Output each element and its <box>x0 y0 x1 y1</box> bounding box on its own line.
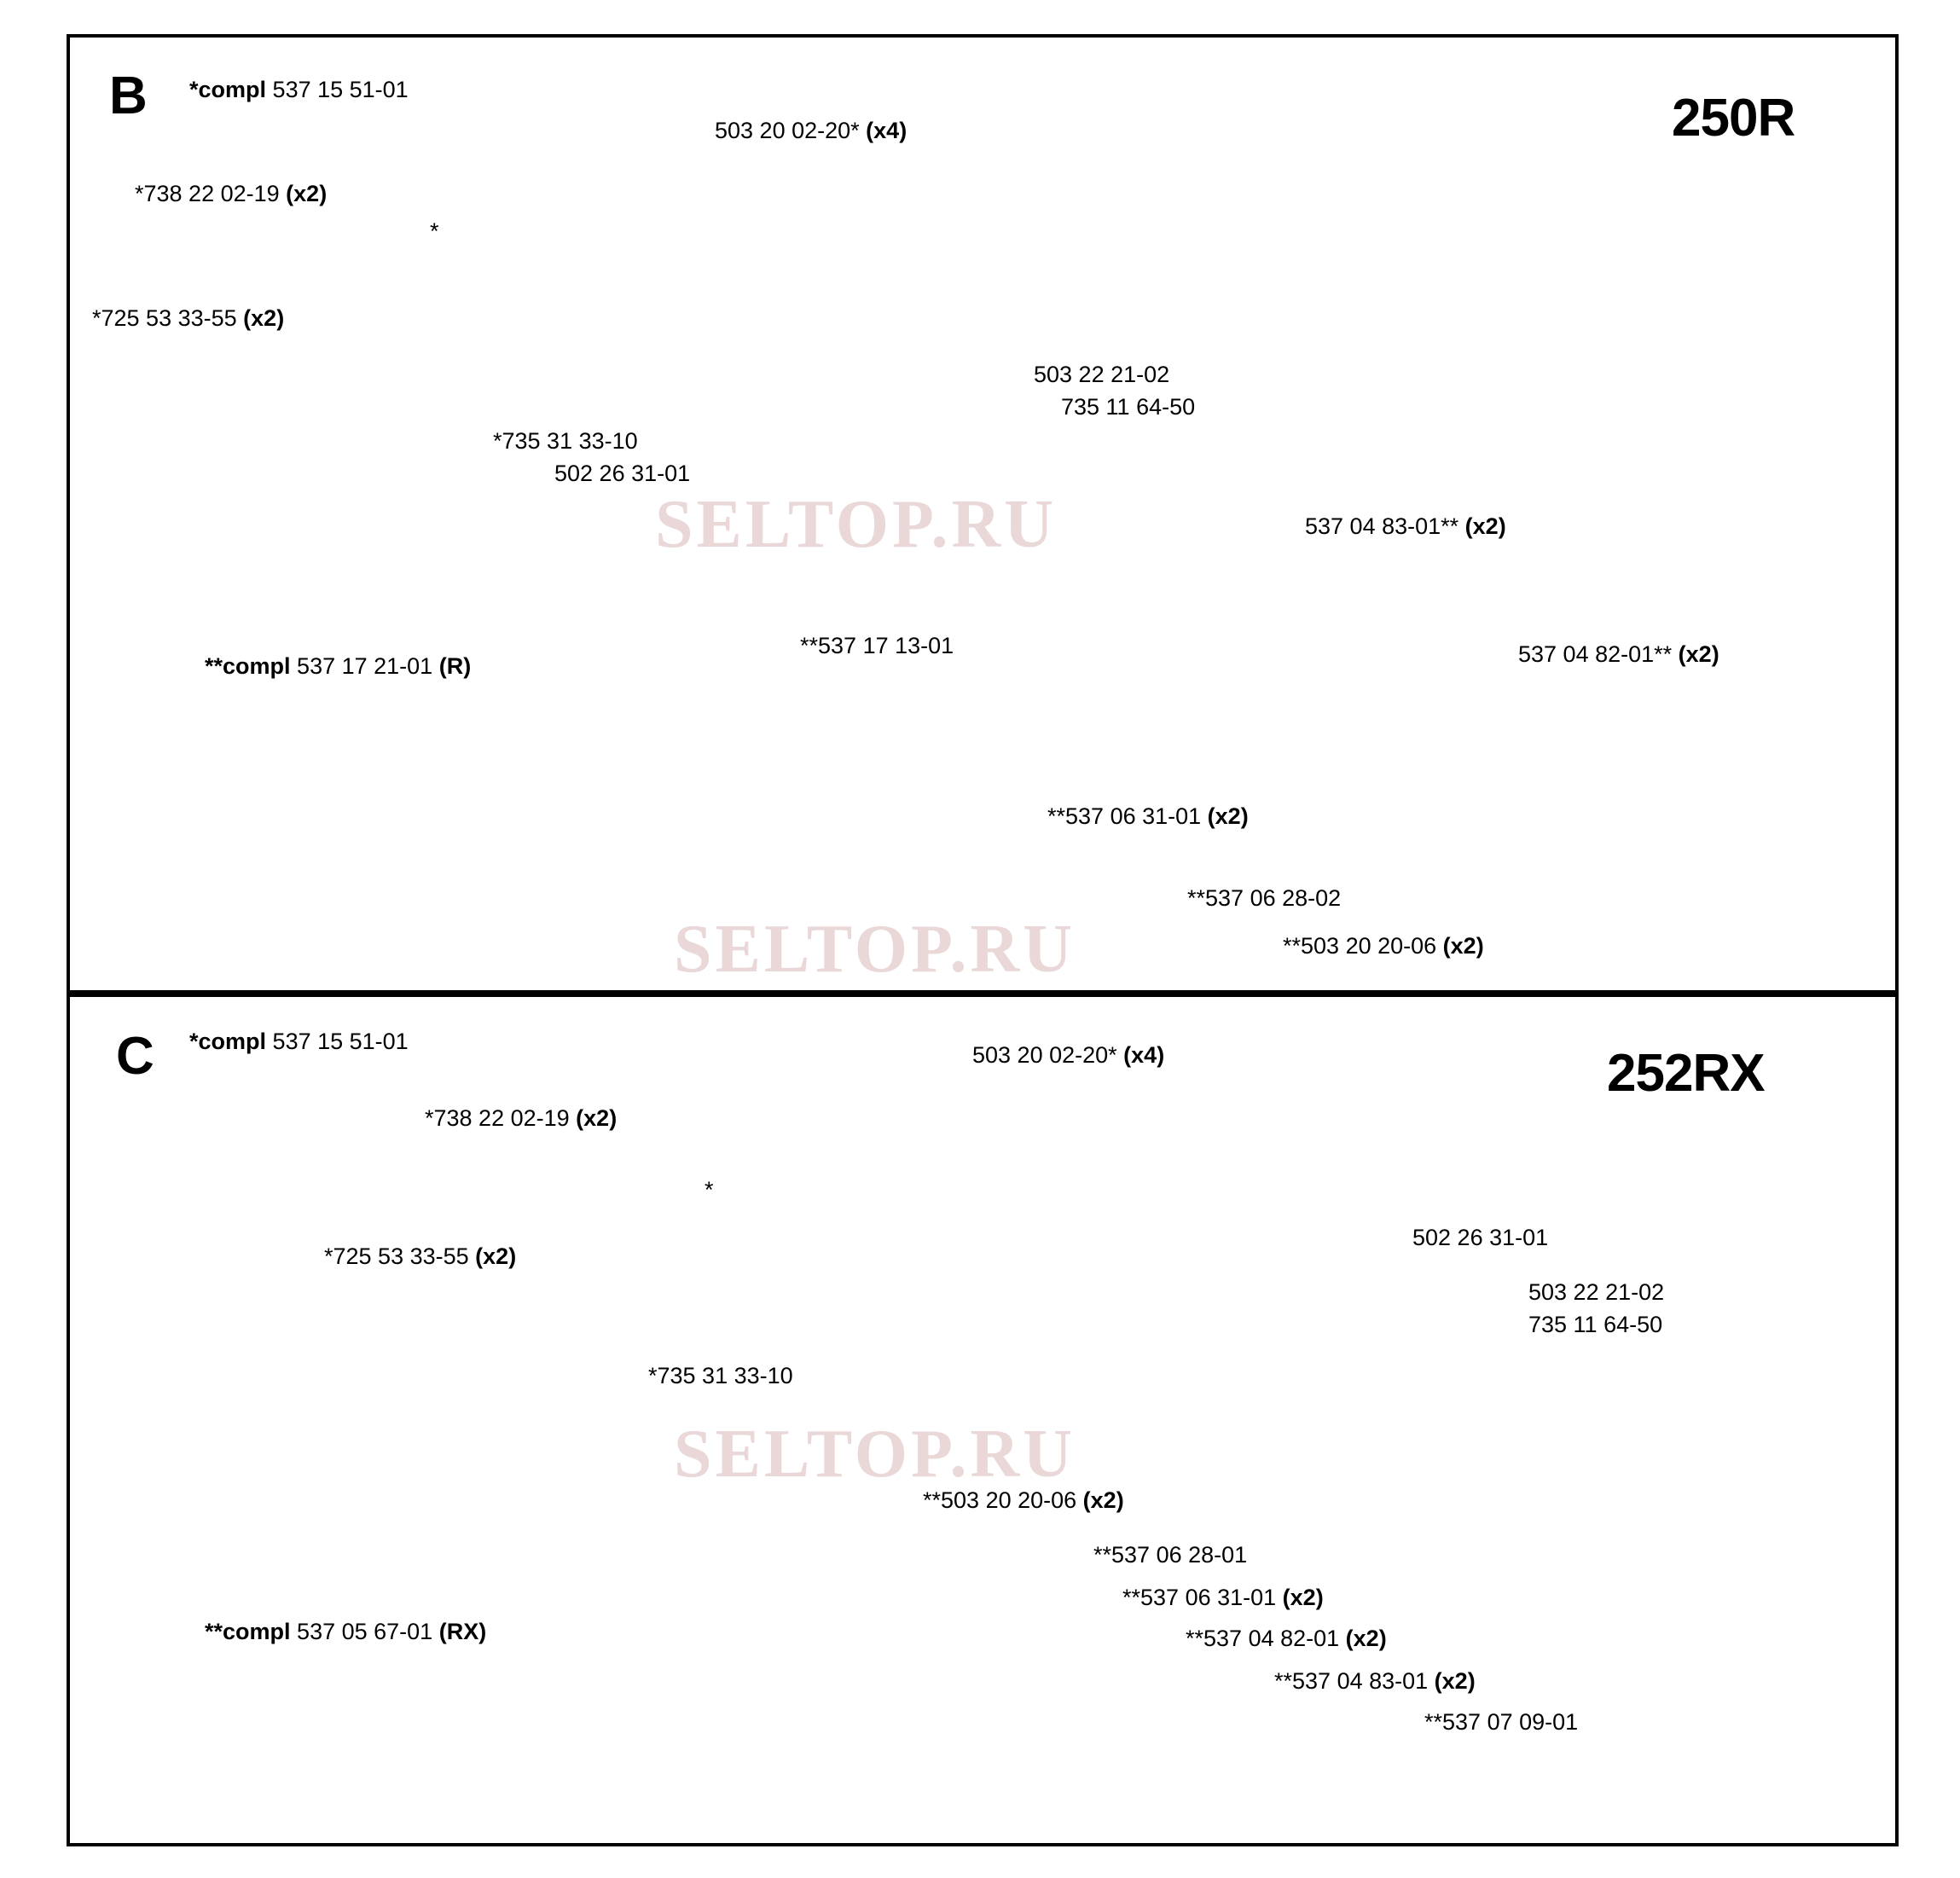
panel-c-compl-top <box>189 1029 409 1055</box>
panel-b-compl-bottom-number: 537 17 21-01 <box>297 653 433 679</box>
part-label <box>1122 1585 1324 1611</box>
panel-c-letter: C <box>116 1027 154 1086</box>
part-number: 537 04 83-01** <box>1305 513 1459 539</box>
part-number: 502 26 31-01 <box>1412 1225 1549 1250</box>
panel-b-compl-top-number: 537 15 51-01 <box>272 77 409 102</box>
part-label <box>1424 1709 1578 1736</box>
panel-c-compl-top-number: 537 15 51-01 <box>272 1029 409 1054</box>
part-label <box>800 633 954 659</box>
part-number: **537 17 13-01 <box>800 633 954 658</box>
part-qty: (x2) <box>1442 933 1484 959</box>
part-number: **537 04 82-01 <box>1186 1626 1340 1651</box>
part-number: *738 22 02-19 <box>135 181 280 206</box>
part-label <box>972 1042 1164 1069</box>
part-label <box>1528 1279 1664 1306</box>
part-qty: (x2) <box>1082 1487 1124 1513</box>
part-qty: (x2) <box>475 1243 517 1269</box>
part-number: **537 06 31-01 <box>1122 1585 1277 1610</box>
panel-b-letter: B <box>109 67 148 125</box>
part-qty: (x4) <box>1123 1042 1165 1068</box>
part-number: * <box>705 1177 714 1203</box>
part-number: 503 22 21-02 <box>1528 1279 1665 1305</box>
part-qty: (x2) <box>1678 641 1719 667</box>
part-label <box>554 461 690 487</box>
part-number: 503 20 02-20* <box>715 118 860 143</box>
part-number: **503 20 20-06 <box>923 1487 1077 1513</box>
part-label <box>324 1243 516 1270</box>
part-number: **537 07 09-01 <box>1424 1709 1579 1735</box>
part-qty: (x2) <box>286 181 328 206</box>
part-number: 537 04 82-01** <box>1518 641 1673 667</box>
part-number: 735 11 64-50 <box>1061 394 1196 420</box>
part-label <box>1528 1312 1662 1338</box>
part-label <box>135 181 327 207</box>
panel-c-compl-bottom-number: 537 05 67-01 <box>297 1619 433 1644</box>
part-number: **537 06 31-01 <box>1047 803 1202 829</box>
part-label <box>1047 803 1249 830</box>
part-number: **537 06 28-02 <box>1187 885 1342 911</box>
panel-b-compl-top <box>189 77 409 103</box>
part-qty: (x2) <box>1207 803 1249 829</box>
part-label <box>92 305 284 332</box>
part-qty: (x4) <box>866 118 908 143</box>
part-label <box>705 1177 714 1203</box>
part-label <box>923 1487 1124 1514</box>
part-number: *725 53 33-55 <box>92 305 237 331</box>
part-label <box>493 428 638 455</box>
panel-c-compl-bottom <box>205 1619 486 1645</box>
part-label <box>1187 885 1341 912</box>
part-number: **503 20 20-06 <box>1283 933 1437 959</box>
watermark-2: SELTOP.RU <box>674 912 1076 987</box>
part-label <box>425 1105 617 1132</box>
panel-b-compl-bottom <box>205 653 471 680</box>
part-qty: (x2) <box>1282 1585 1324 1610</box>
part-label <box>1186 1626 1387 1652</box>
part-qty: (x2) <box>1434 1668 1476 1694</box>
part-label <box>1305 513 1506 540</box>
part-label <box>430 218 439 245</box>
part-number: *735 31 33-10 <box>493 428 638 454</box>
part-label <box>1093 1542 1247 1568</box>
panel-c-model: 252RX <box>1607 1044 1765 1103</box>
panel-b-compl-top-prefix: *compl <box>189 77 267 102</box>
panel-b-compl-bottom-prefix: **compl <box>205 653 291 679</box>
watermark-3: SELTOP.RU <box>674 1417 1076 1492</box>
part-label <box>648 1363 793 1389</box>
part-label <box>1061 394 1195 420</box>
watermark-1: SELTOP.RU <box>655 487 1058 562</box>
part-label <box>1518 641 1719 668</box>
part-number: 503 20 02-20* <box>972 1042 1117 1068</box>
part-qty: (x2) <box>1345 1626 1387 1651</box>
panel-b-compl-bottom-suffix: (R) <box>438 653 472 679</box>
part-number: *725 53 33-55 <box>324 1243 469 1269</box>
panel-b-model: 250R <box>1672 89 1795 148</box>
part-number: *735 31 33-10 <box>648 1363 793 1388</box>
part-qty: (x2) <box>1464 513 1506 539</box>
part-number: **537 06 28-01 <box>1093 1542 1248 1568</box>
part-number: 502 26 31-01 <box>554 461 691 486</box>
part-qty: (x2) <box>576 1105 618 1131</box>
part-number: 503 22 21-02 <box>1034 362 1170 387</box>
part-label <box>1034 362 1169 388</box>
panel-c-compl-bottom-prefix: **compl <box>205 1619 291 1644</box>
panel-c-compl-bottom-suffix: (RX) <box>438 1619 487 1644</box>
part-qty: (x2) <box>243 305 285 331</box>
panel-c-compl-top-prefix: *compl <box>189 1029 267 1054</box>
part-number: * <box>430 218 439 244</box>
part-label <box>1274 1668 1476 1695</box>
part-number: **537 04 83-01 <box>1274 1668 1429 1694</box>
part-label <box>1283 933 1484 959</box>
part-number: *738 22 02-19 <box>425 1105 570 1131</box>
part-label <box>1412 1225 1548 1251</box>
part-label <box>715 118 907 144</box>
part-number: 735 11 64-50 <box>1528 1312 1663 1337</box>
